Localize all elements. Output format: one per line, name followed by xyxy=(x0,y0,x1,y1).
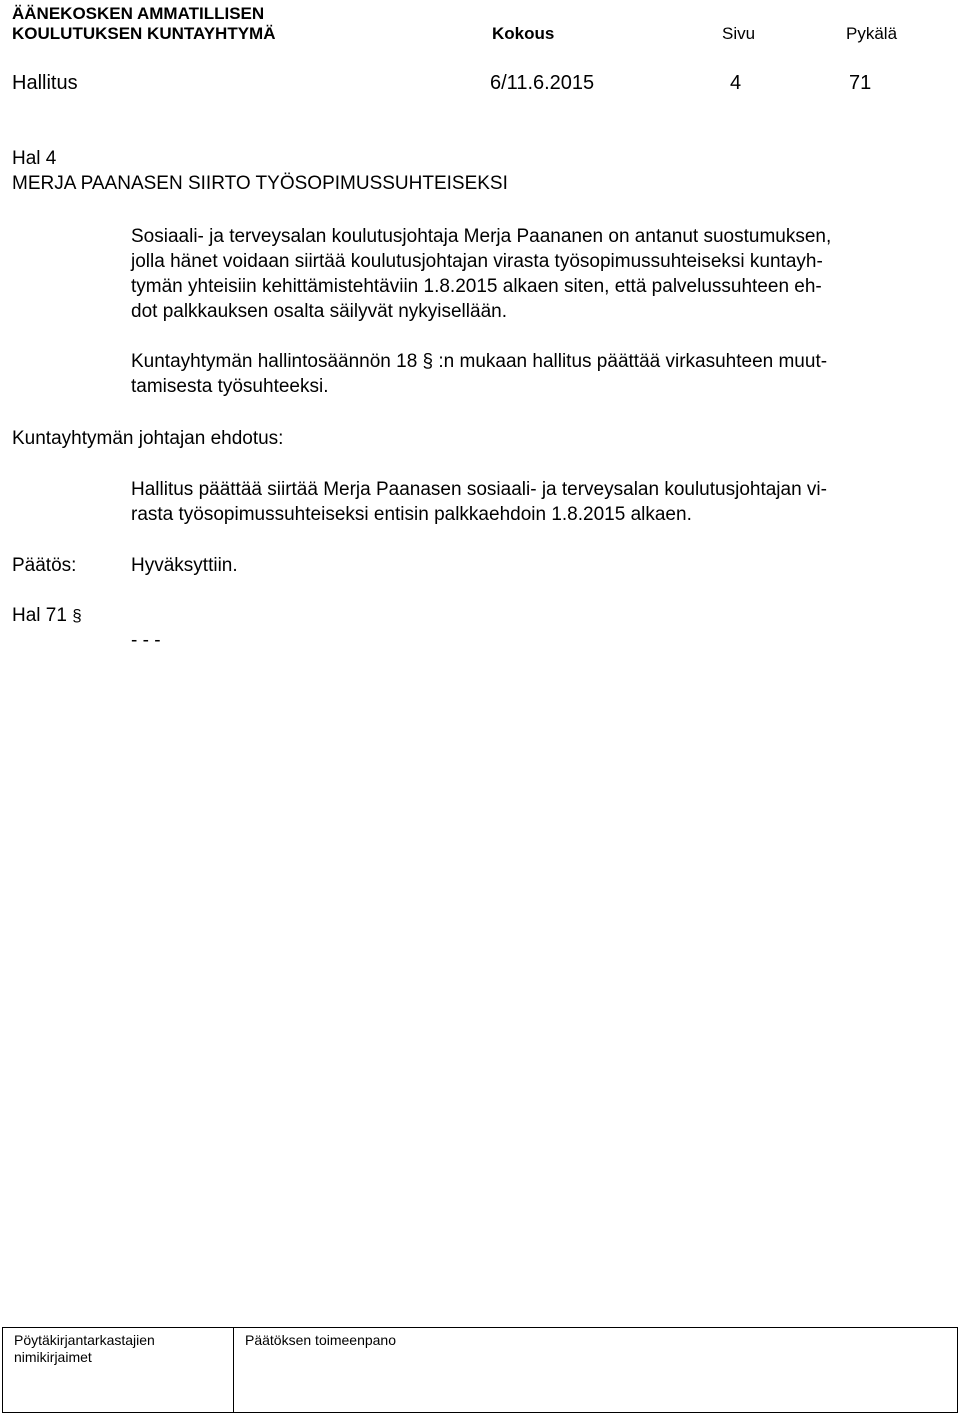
paragraph-line: jolla hänet voidaan siirtää koulutusjohtajan virasta työsopimussuhteiseksi kuntayh- xyxy=(131,251,823,272)
execution-label-text: Päätöksen toimeenpano xyxy=(245,1332,396,1348)
reference-label xyxy=(12,603,82,628)
proposal-line: Hallitus päättää siirtää Merja Paanasen sosiaali- ja terveysalan koulutusjohtajan vi- xyxy=(131,479,827,500)
paragraph-line: dot palkkauksen osalta säilyvät nykyisellään. xyxy=(131,301,507,322)
header-meeting-label: Kokous xyxy=(492,24,555,43)
decision-label: Päätös: xyxy=(12,555,77,576)
reference-section-label: Hal 71 xyxy=(12,605,67,626)
execution-label xyxy=(234,1328,957,1349)
signatures-box xyxy=(2,1327,234,1413)
item-number: Hal 4 xyxy=(12,148,57,169)
org-name-line1: ÄÄNEKOSKEN AMMATILLISEN xyxy=(12,4,265,23)
proposal-line: rasta työsopimussuhteiseksi entisin palkkaehdoin 1.8.2015 alkaen. xyxy=(131,504,692,525)
paragraph-line: tamisesta työsuhteeksi. xyxy=(131,376,329,397)
meeting-body: Hallitus xyxy=(12,72,78,94)
section-sign: § xyxy=(72,606,82,625)
header-page-label: Sivu xyxy=(722,24,756,43)
item-title: MERJA PAANASEN SIIRTO TYÖSOPIMUSSUHTEISEKSI xyxy=(12,173,508,194)
header-section-label: Pykälä xyxy=(846,24,898,43)
paragraph-line: Sosiaali- ja terveysalan koulutusjohtaja Merja Paananen on antanut suostumuksen, xyxy=(131,226,832,247)
paragraph-line: tymän yhteisiin kehittämistehtäviin 1.8.2015 alkaen siten, että palvelussuhteen eh- xyxy=(131,276,822,297)
page-number: 4 xyxy=(730,72,742,94)
org-name-line2: KOULUTUKSEN KUNTAYHTYMÄ xyxy=(12,24,276,43)
section-number: 71 xyxy=(849,72,872,94)
decision-text: Hyväksyttiin. xyxy=(131,555,238,576)
proposal-text xyxy=(131,477,946,527)
signatures-label-line2: nimikirjaimet xyxy=(14,1349,92,1365)
signatures-label-line1: Pöytäkirjantarkastajien xyxy=(14,1332,155,1348)
separator-dashes: - - - xyxy=(131,630,161,651)
proposal-label: Kuntayhtymän johtajan ehdotus: xyxy=(12,428,284,449)
meeting-dates: 6/11.6.2015 xyxy=(490,72,595,94)
paragraph-regulation xyxy=(131,349,946,399)
paragraph-line: Kuntayhtymän hallintosäännön 18 § :n mukaan hallitus päättää virkasuhteen muut- xyxy=(131,351,828,372)
paragraph-background xyxy=(131,224,946,324)
execution-box xyxy=(233,1327,958,1413)
signatures-label xyxy=(3,1328,233,1366)
